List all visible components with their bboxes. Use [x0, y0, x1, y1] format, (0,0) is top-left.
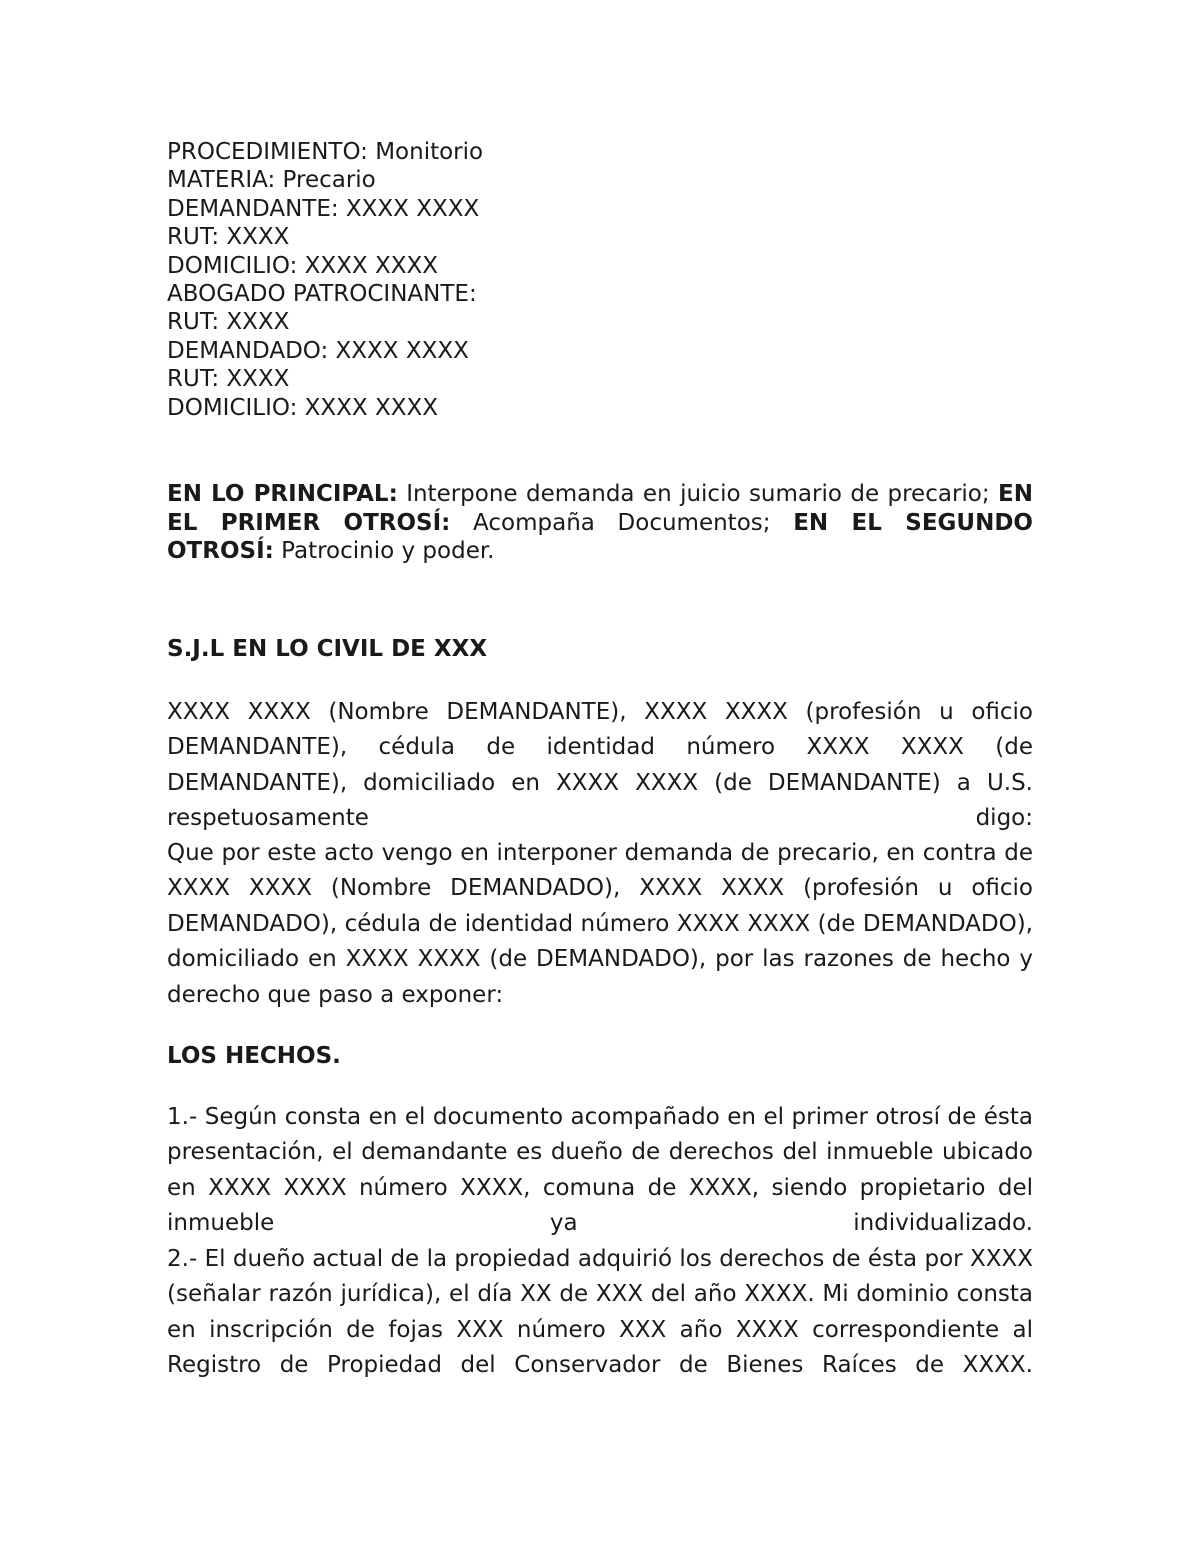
intro-paragraph: [167, 695, 1033, 837]
intro-line-1: XXXX XXXX (Nombre DEMANDANTE), XXXX XXXX (profesión u oficio: [167, 699, 1033, 725]
hecho-1-paragraph: [167, 1100, 1033, 1242]
demandante-line: DEMANDANTE: XXXX XXXX: [167, 195, 480, 222]
otrosi2-label: EN EL SEGUNDO OTROSÍ:: [167, 509, 1033, 564]
intro-line-3: DEMANDANTE), domiciliado en XXXX XXXX (de DEMANDANTE) a U.S.: [167, 769, 1033, 796]
principal-label: EN LO PRINCIPAL:: [167, 481, 398, 507]
demandado-rut-line: RUT: XXXX: [167, 366, 290, 393]
hecho-1-line-2: presentación, el demandante es dueño de derechos del inmueble ubicado: [167, 1139, 1033, 1166]
otrosi1-label: EN EL PRIMER OTROSÍ:: [167, 481, 1033, 536]
hecho-2-line-1: 2.- El dueño actual de la propiedad adquirió los derechos de ésta por XXXX: [167, 1246, 1033, 1272]
hecho-1-line-1: 1.- Según consta en el documento acompañado en el primer otrosí de ésta: [167, 1104, 1033, 1130]
abogado-rut-line: RUT: XXXX: [167, 309, 290, 336]
demand-line-3: DEMANDADO), cédula de identidad número XXXX XXXX (de DEMANDADO),: [167, 910, 1033, 937]
intro-line-2: DEMANDANTE), cédula de identidad número XXXX XXXX (de: [167, 734, 1033, 761]
abogado-line: ABOGADO PATROCINANTE:: [167, 281, 477, 308]
procedimiento-line: PROCEDIMIENTO: Monitorio: [167, 139, 484, 165]
demandante-rut-line: RUT: XXXX: [167, 224, 290, 251]
otrosi1-text: Acompaña Documentos;: [450, 509, 794, 536]
hechos-heading: LOS HECHOS.: [167, 1043, 341, 1069]
petition-summary: [167, 480, 1033, 566]
demand-line-4: domiciliado en XXXX XXXX (de DEMANDADO), por las razones de hecho y: [167, 946, 1033, 973]
demandante-domicilio-line: DOMICILIO: XXXX XXXX: [167, 252, 439, 279]
otrosi2-text: Patrocinio y poder.: [273, 538, 495, 564]
principal-text: Interpone demanda en juicio sumario de precario;: [397, 481, 999, 507]
materia-line: MATERIA: Precario: [167, 167, 376, 194]
case-header: [167, 138, 1033, 422]
demand-line-2: XXXX XXXX (Nombre DEMANDADO), XXXX XXXX (profesión u oficio: [167, 875, 1033, 902]
court-heading: S.J.L EN LO CIVIL DE XXX: [167, 636, 488, 662]
hecho-2-line-2: (señalar razón jurídica), el día XX de XXX del año XXXX. Mi dominio consta: [167, 1281, 1033, 1308]
hecho-1-line-4: inmueble ya individualizado.: [167, 1210, 1033, 1237]
hecho-2-line-4: Registro de Propiedad del Conservador de Bienes Raíces de XXXX.: [167, 1352, 1033, 1379]
intro-line-4: respetuosamente digo:: [167, 805, 1033, 832]
demandado-line: DEMANDADO: XXXX XXXX: [167, 337, 469, 364]
demand-line-1: Que por este acto vengo en interponer demanda de precario, en contra de: [167, 840, 1033, 866]
hecho-2-paragraph: [167, 1242, 1033, 1384]
hecho-2-line-3: en inscripción de fojas XXX número XXX año XXXX correspondiente al: [167, 1316, 1033, 1343]
demand-line-5: derecho que paso a exponer:: [167, 981, 504, 1008]
demand-paragraph: [167, 836, 1033, 1013]
hecho-1-line-3: en XXXX XXXX número XXXX, comuna de XXXX, siendo propietario del: [167, 1174, 1033, 1201]
demandado-domicilio-line: DOMICILIO: XXXX XXXX: [167, 394, 439, 421]
